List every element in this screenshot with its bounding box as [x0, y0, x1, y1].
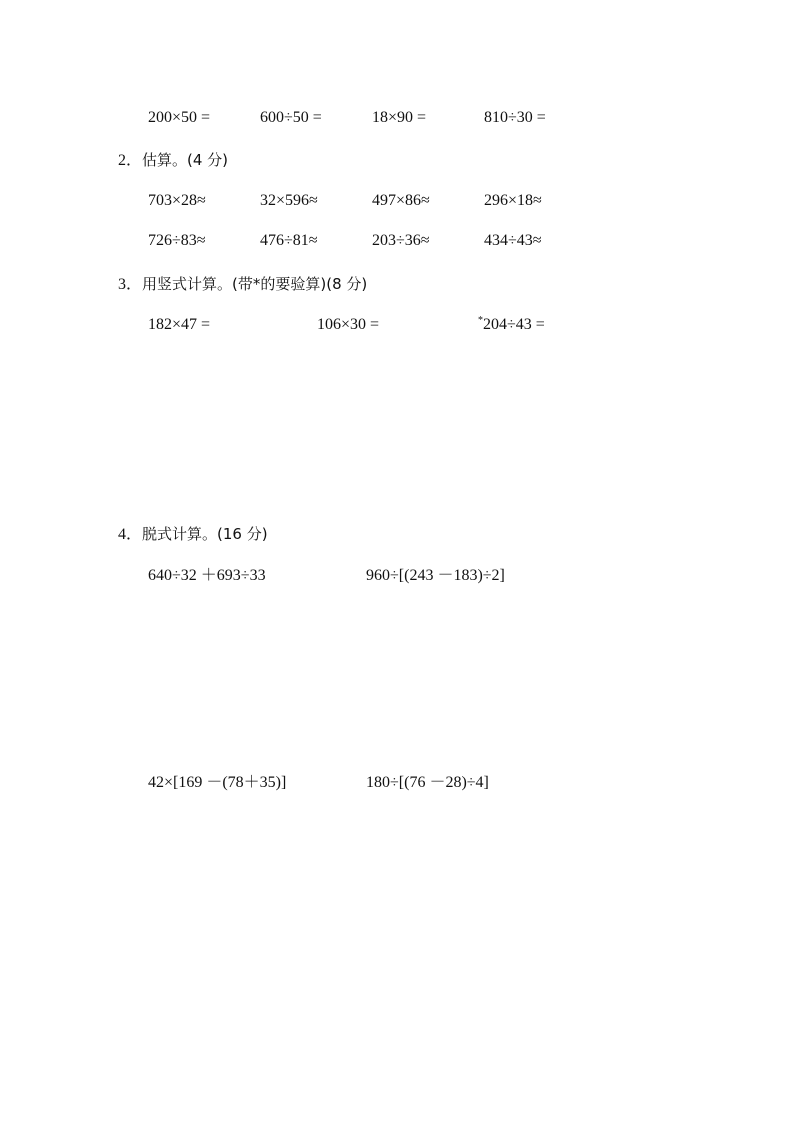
check-required-asterisk: * [478, 315, 483, 326]
vertical-calc-item-3 [478, 315, 545, 337]
q3-number: 3． [118, 276, 143, 293]
q2-number: 2． [118, 152, 143, 169]
estimate-item-6: 476÷81≈ [260, 232, 318, 249]
estimate-item-1: 703×28≈ [148, 192, 206, 209]
q3-heading [118, 274, 367, 295]
q2-title: 估算。(4 分) [142, 151, 229, 169]
estimate-item-7: 203÷36≈ [372, 232, 430, 249]
oral-calc-item-1: 200×50 = [148, 109, 211, 126]
estimate-item-8: 434÷43≈ [484, 232, 542, 249]
stepwise-calc-item-1: 640÷32 ＋693÷33 [148, 567, 266, 584]
q4-heading [118, 524, 268, 545]
q3-title: 用竖式计算。(带*的要验算)(8 分) [142, 275, 368, 293]
vertical-calc-item-2: 106×30 = [317, 316, 380, 333]
estimate-item-3: 497×86≈ [372, 192, 430, 209]
q4-title: 脱式计算。(16 分) [142, 525, 268, 543]
q4-number: 4． [118, 526, 143, 543]
vertical-calc-item-1: 182×47 = [148, 316, 211, 333]
stepwise-calc-item-4: 180÷[(76 －28)÷4] [366, 774, 489, 791]
estimate-item-4: 296×18≈ [484, 192, 542, 209]
stepwise-calc-item-3: 42×[169 －(78＋35)] [148, 774, 287, 791]
q2-heading [118, 150, 228, 171]
oral-calc-item-4: 810÷30 = [484, 109, 546, 126]
estimate-item-2: 32×596≈ [260, 192, 318, 209]
stepwise-calc-item-2: 960÷[(243 －183)÷2] [366, 567, 505, 584]
vertical-calc-item-3-expr: 204÷43 = [483, 316, 545, 333]
oral-calc-item-3: 18×90 = [372, 109, 427, 126]
estimate-item-5: 726÷83≈ [148, 232, 206, 249]
oral-calc-item-2: 600÷50 = [260, 109, 322, 126]
